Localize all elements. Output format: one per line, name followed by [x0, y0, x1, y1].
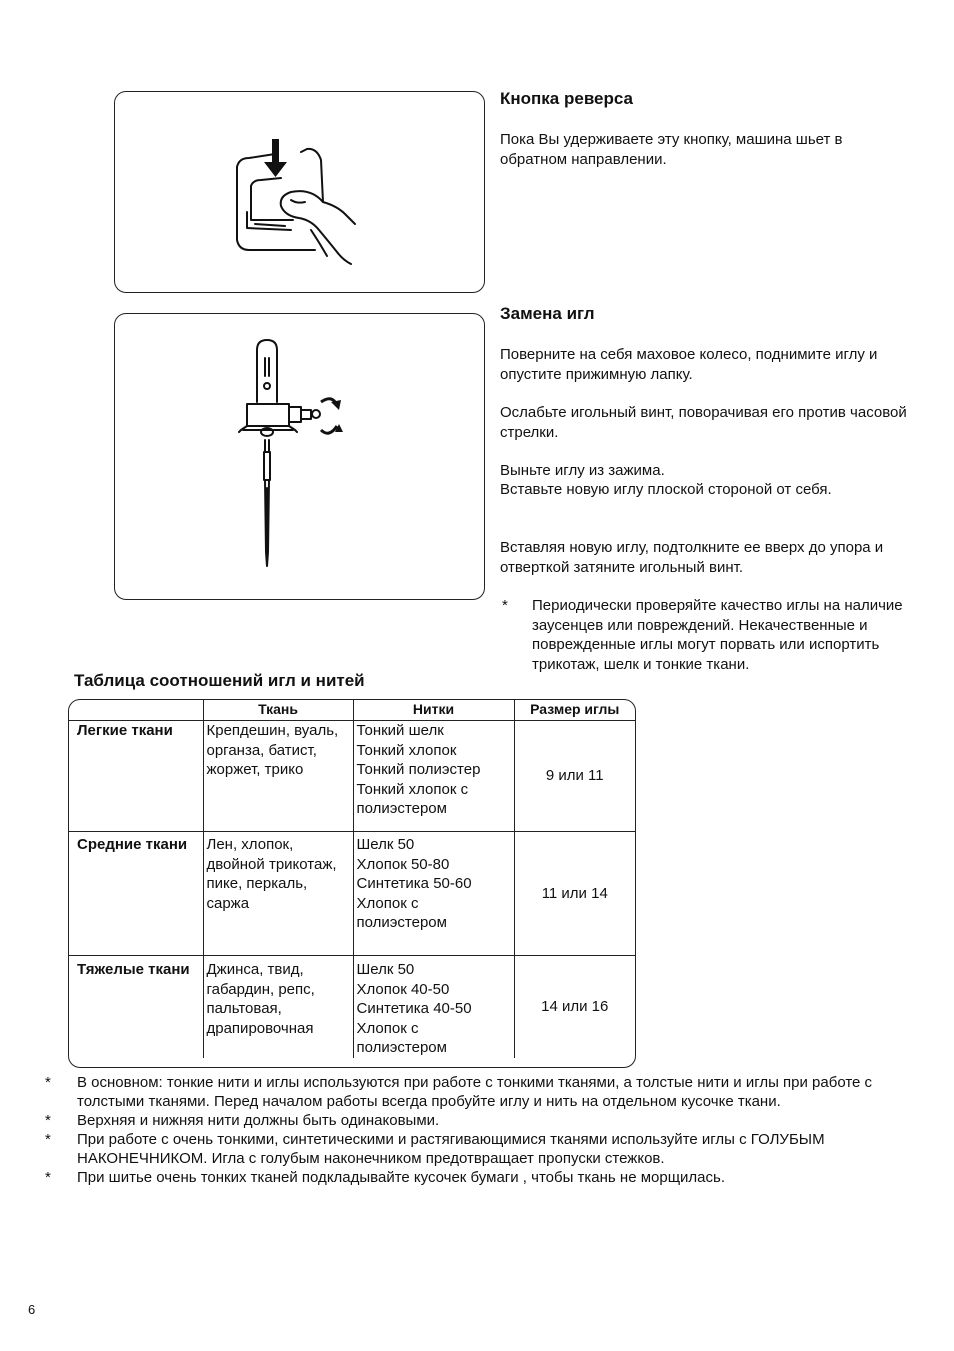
footnote: * Верхняя и нижняя нити должны быть одинаковыми.: [45, 1112, 440, 1129]
needle-step-4: Вставляя новую иглу, подтолкните ее вверх до упора и отверткой затяните игольный винт.: [500, 539, 884, 576]
row-needle-size: 11 или 14: [514, 832, 635, 956]
needle-note-text: Периодически проверяйте качество иглы на наличие заусенцев или повреждений. Некачественные и поврежденные иглы могут порвать или испортить трикотаж, шелк и тонкие ткани.: [532, 597, 903, 673]
needle-note: [500, 596, 914, 674]
row-category: Тяжелые ткани: [77, 961, 190, 978]
header-fabric: Ткань: [203, 700, 353, 721]
needle-change-illustration: [115, 314, 483, 598]
needle-change-illustration-frame: [114, 313, 485, 600]
row-category: Средние ткани: [69, 832, 203, 956]
down-arrow-icon: [264, 139, 287, 177]
row-threads: Шелк 50 Хлопок 40-50 Синтетика 40-50 Хлопок с полиэстером: [353, 956, 514, 1058]
row-needle-size: 14 или 16: [514, 956, 635, 1058]
needle-thread-table: [68, 699, 636, 1068]
reverse-button-illustration: [115, 92, 483, 291]
row-threads: Шелк 50 Хлопок 50-80 Синтетика 50-60 Хлопок с полиэстером: [353, 832, 514, 956]
needle-step-3b: Вставьте новую иглу плоской стороной от себя.: [500, 481, 832, 498]
footnotes: [40, 1073, 910, 1187]
table-row: [69, 832, 635, 956]
table-title: Таблица соотношений игл и нитей: [74, 671, 365, 690]
footnote: * При шитье очень тонких тканей подкладывайте кусочек бумаги , чтобы ткань не морщилась.: [45, 1169, 725, 1186]
row-fabric: Крепдешин, вуаль, органза, батист, жоржет, трико: [203, 721, 353, 832]
footnote: * При работе с очень тонкими, синтетическими и растягивающимися тканями используйте иглы с ГОЛУБЫМ НАКОНЕЧНИКОМ. Игла с голубым наконечником предотвращает пропуски стежков.: [45, 1131, 825, 1167]
header-empty: [69, 700, 203, 721]
footnote: * В основном: тонкие нити и иглы используются при работе с тонкими тканями, а толстые нити и иглы при работе с толстыми тканями. Перед началом работы всегда пробуйте иглу и нить на отдельном кусочке ткани.: [45, 1074, 873, 1110]
needle-step-3a: Выньте иглу из зажима.: [500, 462, 665, 479]
reverse-button-description: Пока Вы удерживаете эту кнопку, машина шьет в обратном направлении.: [500, 131, 843, 168]
reverse-button-title: Кнопка реверса: [500, 89, 634, 108]
needle-step-1: Поверните на себя маховое колесо, поднимите иглу и опустите прижимную лапку.: [500, 346, 878, 383]
note-star: *: [502, 597, 508, 614]
row-needle-size: 9 или 11: [514, 721, 635, 832]
needle-step-2: Ослабьте игольный винт, поворачивая его против часовой стрелки.: [500, 404, 907, 441]
needle-change-title: Замена игл: [500, 304, 595, 323]
row-category: Легкие ткани: [69, 721, 203, 832]
row-fabric: Лен, хлопок, двойной трикотаж, пике, перкаль, саржа: [203, 832, 353, 956]
header-threads: Нитки: [353, 700, 514, 721]
header-needle-size: Размер иглы: [514, 700, 635, 721]
page-number: 6: [28, 1302, 36, 1317]
row-threads: Тонкий шелк Тонкий хлопок Тонкий полиэстер Тонкий хлопок с полиэстером: [353, 721, 514, 832]
reverse-button-illustration-frame: [114, 91, 485, 293]
table-row: [69, 956, 635, 1058]
table-row: [69, 721, 635, 832]
row-fabric: Джинса, твид, габардин, репс, пальтовая, драпировочная: [203, 956, 353, 1058]
